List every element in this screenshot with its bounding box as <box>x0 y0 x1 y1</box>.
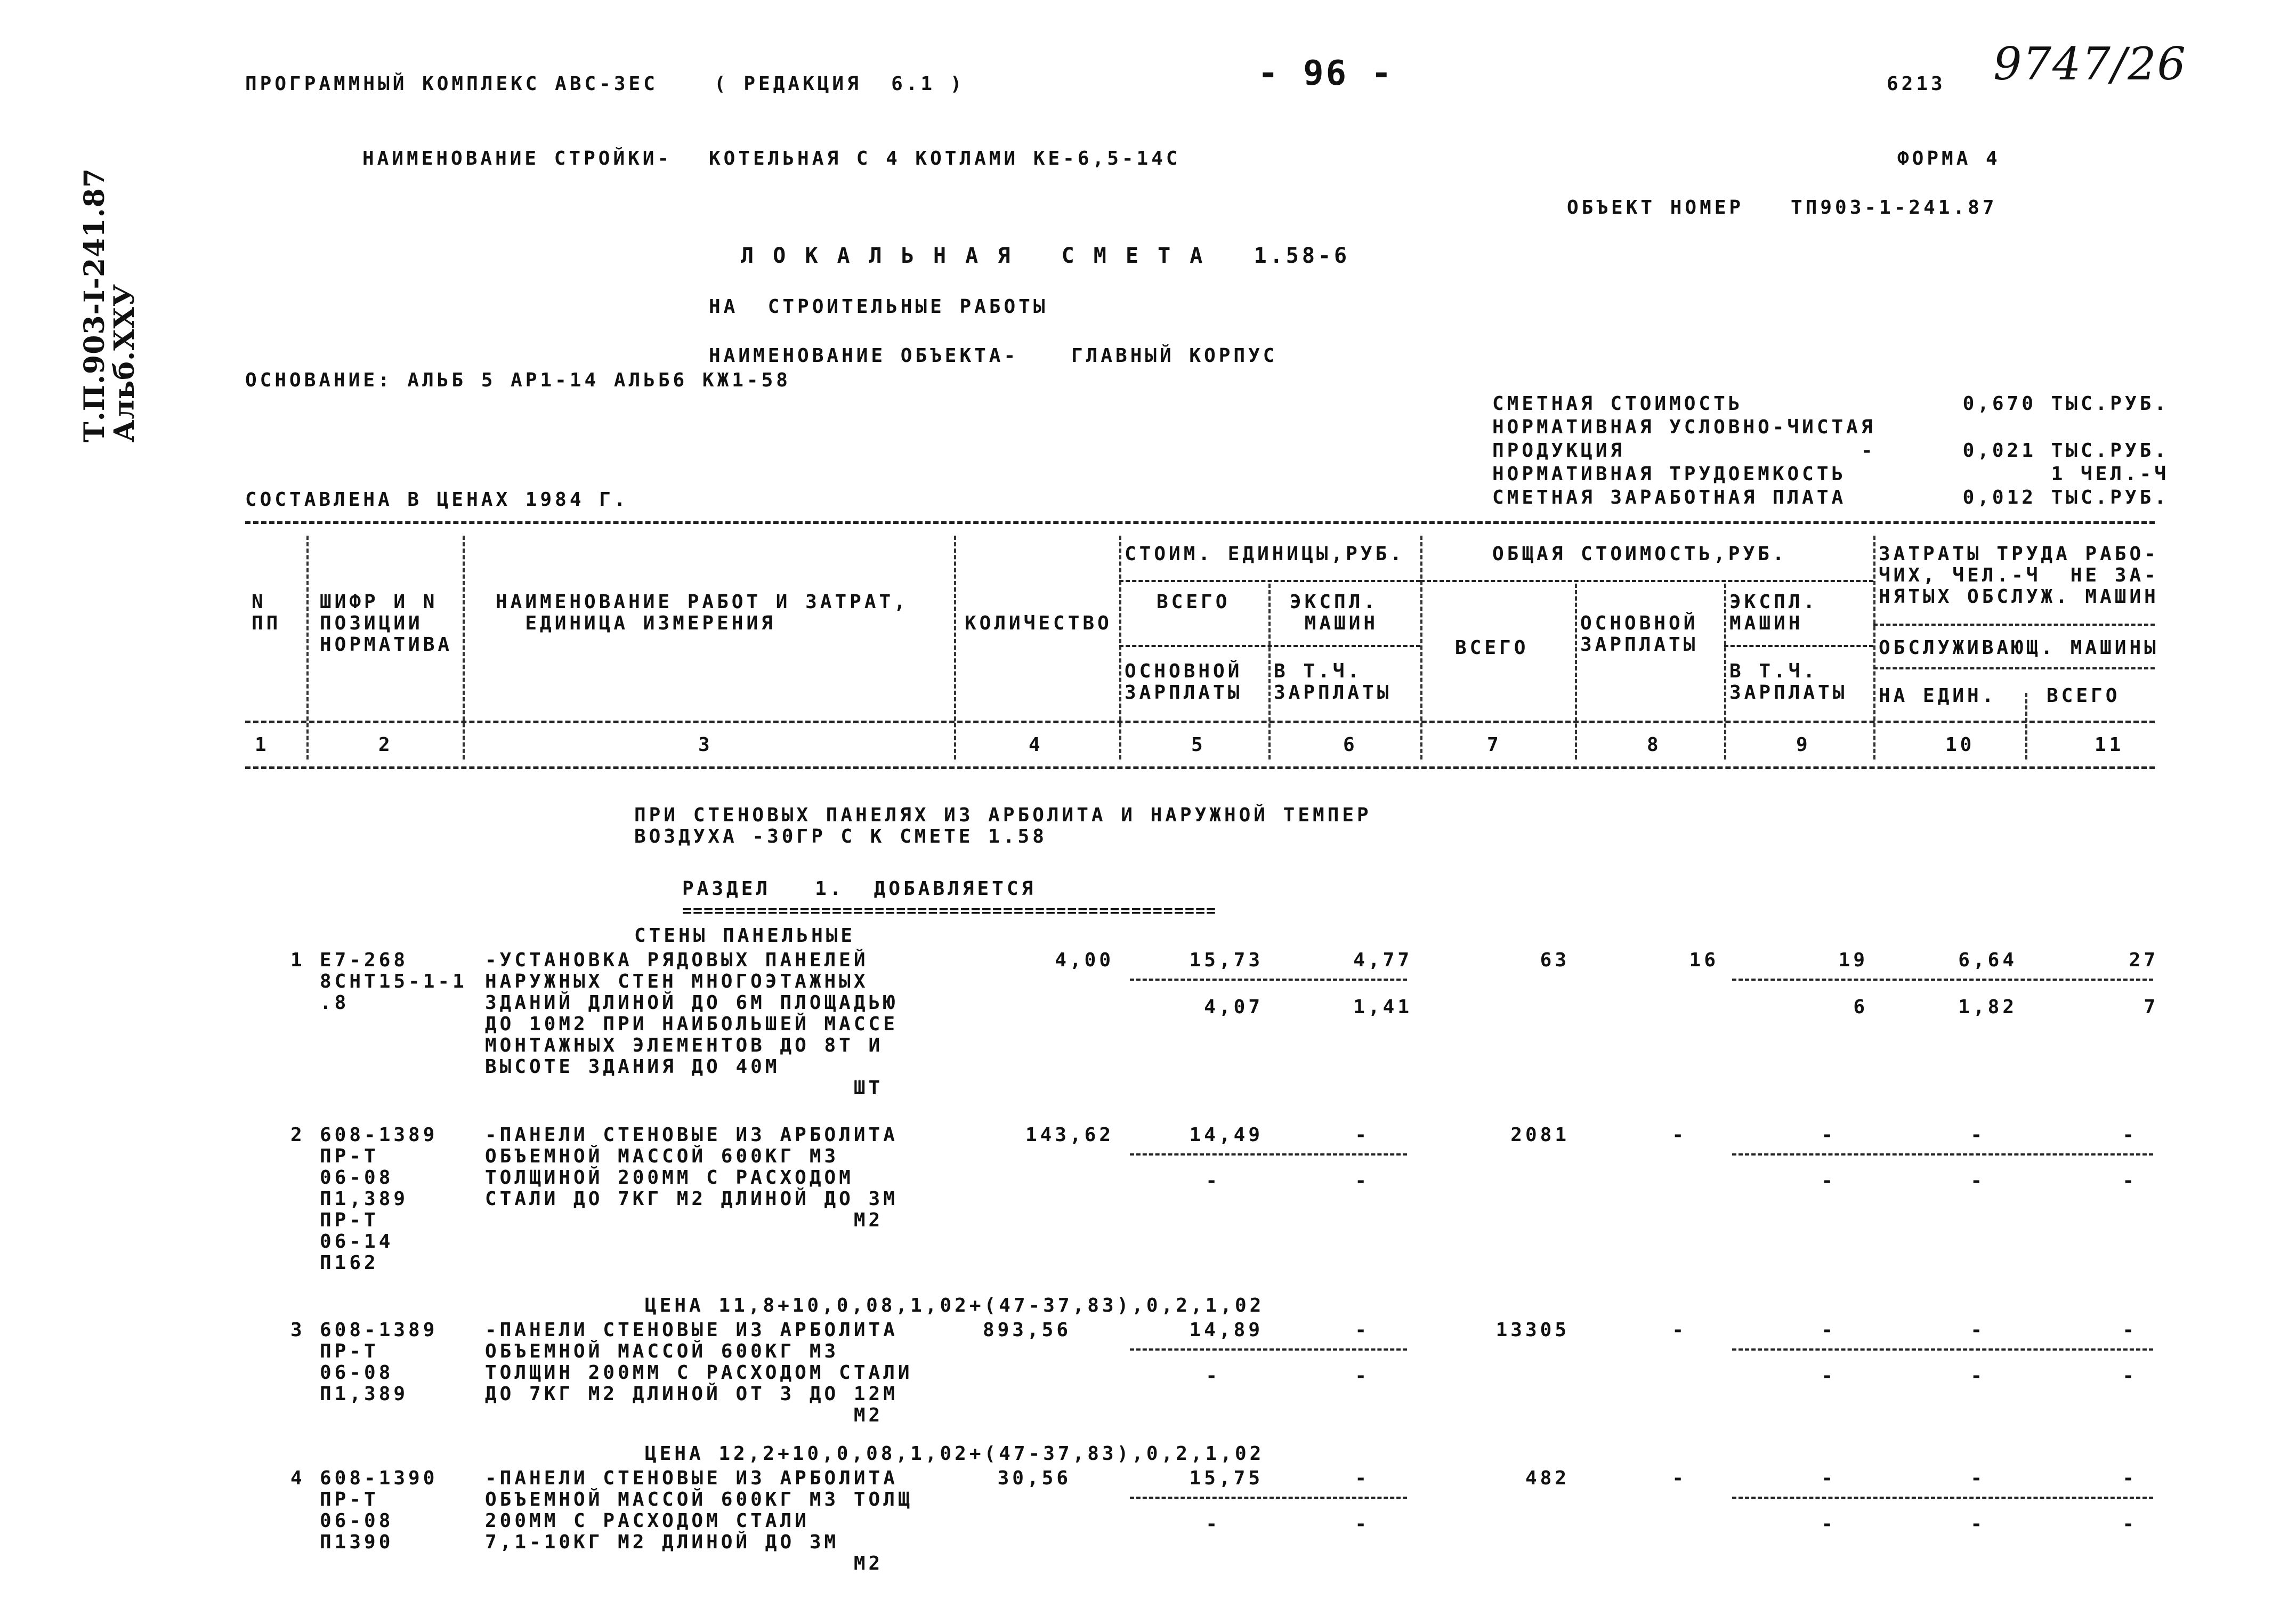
page-number: - 96 - <box>1258 54 1394 93</box>
col-sep <box>306 536 309 760</box>
object-name-label: НАИМЕНОВАНИЕ ОБЪЕКТА- <box>709 345 1019 367</box>
page-title: Л О К А Л Ь Н А Я С М Е Т А 1.58-6 <box>741 244 1351 268</box>
row-c11b: - <box>2122 1170 2137 1192</box>
col-sep <box>2025 693 2027 760</box>
col-num: 3 <box>698 734 713 756</box>
col-sep <box>1873 536 1875 760</box>
col-sep <box>1119 536 1121 760</box>
row-c9b: - <box>1821 1170 1836 1192</box>
row-number: 2 <box>290 1124 305 1146</box>
unit-cost-header: СТОИМ. ЕДИНИЦЫ,РУБ. <box>1125 543 1405 565</box>
col-sep <box>1724 584 1726 760</box>
col-num: 2 <box>378 734 393 756</box>
row-c6b: - <box>1355 1170 1370 1192</box>
col-num: 7 <box>1487 734 1502 756</box>
row-c7: 63 <box>1540 949 1570 971</box>
col-num: 6 <box>1343 734 1358 756</box>
row-c9a: 19 <box>1838 949 1868 971</box>
group-title: СТЕНЫ ПАНЕЛЬНЫЕ <box>634 925 856 947</box>
col-sep <box>954 536 956 760</box>
row-c5b: - <box>1206 1513 1220 1535</box>
object-label: ОБЪЕКТ НОМЕР <box>1567 197 1744 219</box>
col-num: 1 <box>255 734 270 756</box>
row-c11b: - <box>2122 1365 2137 1387</box>
row-c11b: 7 <box>2144 996 2158 1018</box>
col-sep <box>463 536 465 760</box>
row-c5a: 15,75 <box>1189 1467 1263 1489</box>
object-number: ТП903-1-241.87 <box>1791 197 1998 219</box>
col-num: 10 <box>1945 734 1975 756</box>
subrule <box>1873 624 2155 626</box>
summary-value-3: 0,021 ТЫС.РУБ. <box>1962 440 2169 462</box>
basis: ОСНОВАНИЕ: АЛЬБ 5 АР1-14 АЛЬБ6 КЖ1-58 <box>245 369 791 391</box>
cell-divider <box>1732 1153 2153 1156</box>
row-number: 4 <box>290 1467 305 1489</box>
summary-label-4: НОРМАТИВНАЯ ТРУДОЕМКОСТЬ <box>1492 463 1847 485</box>
labor-header: ЗАТРАТЫ ТРУДА РАБО- ЧИХ, ЧЕЛ.-Ч НЕ ЗА- НЯТЫХ ОБСЛУЖ. МАШИН <box>1879 543 2159 608</box>
col-num: 9 <box>1796 734 1811 756</box>
row-c7: 13305 <box>1495 1319 1570 1341</box>
row-c10a: 6,64 <box>1958 949 2017 971</box>
row-c5b: - <box>1206 1170 1220 1192</box>
row-c6a: - <box>1355 1319 1370 1341</box>
row-c5b: - <box>1206 1365 1220 1387</box>
col-6a-header: ЭКСПЛ. МАШИН <box>1290 591 1379 634</box>
row-c7: 482 <box>1525 1467 1570 1489</box>
row-name: -УСТАНОВКА РЯДОВЫХ ПАНЕЛЕЙ НАРУЖНЫХ СТЕН МНОГОЭТАЖНЫХ ЗДАНИЙ ДЛИНОЙ ДО 6М ПЛОЩАДЬЮ ДО 10М2 ПРИ НАИБОЛЬШЕЙ МАССЕ МОНТАЖНЫХ ЭЛЕМЕНТОВ ДО 8Т И ВЫСОТЕ ЗДАНИЯ ДО 40М ШТ <box>485 949 898 1099</box>
program-name: ПРОГРАММНЫЙ КОМПЛЕКС АВС-ЗЕС <box>245 73 658 95</box>
col-1-header: N ПП <box>252 591 281 634</box>
row-c6b: - <box>1355 1513 1370 1535</box>
row-code: 608-1389 ПР-Т 06-08 П1,389 ПР-Т 06-14 П162 <box>320 1124 438 1274</box>
subrule <box>1724 645 1873 647</box>
row-c5a: 14,49 <box>1189 1124 1263 1146</box>
summary-label-5: СМЕТНАЯ ЗАРАБОТНАЯ ПЛАТА <box>1492 487 1847 508</box>
row-qty: 4,00 <box>1055 949 1114 971</box>
form-label: ФОРМА 4 <box>1897 148 2001 169</box>
row-c10a: - <box>1970 1124 1985 1146</box>
summary-value-1: 0,670 ТЫС.РУБ. <box>1962 393 2169 415</box>
row-name: -ПАНЕЛИ СТЕНОВЫЕ ИЗ АРБОЛИТА ОБЪЕМНОЙ МАССОЙ 600КГ М3 ТОЛЩИНОЙ 200ММ С РАСХОДОМ СТАЛИ ДО 7КГ М2 ДЛИНОЙ ДО 3М М2 <box>485 1124 898 1231</box>
row-c11b: - <box>2122 1513 2137 1535</box>
cell-divider <box>1130 1348 1407 1351</box>
row-c10a: - <box>1970 1467 1985 1489</box>
row-c5a: 15,73 <box>1189 949 1263 971</box>
subrule <box>1873 667 2155 669</box>
side-stamp-line2: Альб.XXУ <box>108 284 141 442</box>
row-c11a: 27 <box>2129 949 2158 971</box>
cell-divider <box>1130 979 1407 981</box>
subrule <box>1119 645 1420 647</box>
row-c6a: - <box>1355 1124 1370 1146</box>
row-c8: - <box>1672 1124 1687 1146</box>
row-c9a: - <box>1821 1124 1836 1146</box>
page-subtitle: НА СТРОИТЕЛЬНЫЕ РАБОТЫ <box>709 296 1048 318</box>
rule-header-bottom <box>245 721 2155 723</box>
price-note: ЦЕНА 12,2+10,0,08,1,02+(47-37,83),0,2,1,02 <box>645 1443 1265 1465</box>
row-number: 1 <box>290 949 305 971</box>
object-name: ГЛАВНЫЙ КОРПУС <box>1071 345 1278 367</box>
col-5b-header: ОСНОВНОЙ ЗАРПЛАТЫ <box>1125 660 1243 704</box>
row-c6b: - <box>1355 1365 1370 1387</box>
row-c10b: - <box>1970 1170 1985 1192</box>
subrule <box>1420 580 1873 582</box>
row-name: -ПАНЕЛИ СТЕНОВЫЕ ИЗ АРБОЛИТА ОБЪЕМНОЙ МАССОЙ 600КГ М3 ТОЛЩ 200ММ С РАСХОДОМ СТАЛИ 7,1-10КГ М2 ДЛИНОЙ ДО 3М М2 <box>485 1467 913 1574</box>
side-stamp-line1: Т.П.903-I-241.87 <box>78 167 111 442</box>
row-c10b: - <box>1970 1513 1985 1535</box>
col-sep <box>1575 584 1577 760</box>
edition: ( РЕДАКЦИЯ 6.1 ) <box>714 73 965 95</box>
row-code: Е7-268 8СНТ15-1-1 .8 <box>320 949 467 1014</box>
col-2-header: ШИФР И N ПОЗИЦИИ НОРМАТИВА <box>320 591 453 656</box>
total-cost-header: ОБЩАЯ СТОИМОСТЬ,РУБ. <box>1492 543 1788 565</box>
row-qty: 143,62 <box>1025 1124 1114 1146</box>
section-title: РАЗДЕЛ 1. ДОБАВЛЯЕТСЯ <box>682 878 1037 900</box>
cell-divider <box>1732 979 2153 981</box>
subrule <box>1119 580 1420 582</box>
row-c8: - <box>1672 1467 1687 1489</box>
cell-divider <box>1130 1153 1407 1156</box>
col-3-header: НАИМЕНОВАНИЕ РАБОТ И ЗАТРАТ, ЕДИНИЦА ИЗМЕРЕНИЯ <box>496 591 909 634</box>
row-c5a: 14,89 <box>1189 1319 1263 1341</box>
row-c9b: 6 <box>1853 996 1868 1018</box>
row-c6b: 1,41 <box>1353 996 1412 1018</box>
section-rule: ================================================== <box>682 902 1217 920</box>
summary-label-3: ПРОДУКЦИЯ - <box>1492 440 1876 462</box>
row-c10a: - <box>1970 1319 1985 1341</box>
col-sep <box>1268 584 1271 760</box>
price-basis: СОСТАВЛЕНА В ЦЕНАХ 1984 Г. <box>245 489 629 511</box>
section-intro: ПРИ СТЕНОВЫХ ПАНЕЛЯХ ИЗ АРБОЛИТА И НАРУЖНОЙ ТЕМПЕР ВОЗДУХА -30ГР С К СМЕТЕ 1.58 <box>634 804 1372 847</box>
row-code: 608-1390 ПР-Т 06-08 П1390 <box>320 1467 438 1553</box>
row-c8: - <box>1672 1319 1687 1341</box>
row-c9b: - <box>1821 1365 1836 1387</box>
col-9b-header: В Т.Ч. ЗАРПЛАТЫ <box>1729 660 1848 704</box>
col-num: 4 <box>1029 734 1044 756</box>
cell-divider <box>1732 1497 2153 1499</box>
summary-label-1: СМЕТНАЯ СТОИМОСТЬ <box>1492 393 1743 415</box>
row-qty: 893,56 <box>982 1319 1071 1341</box>
col-num: 11 <box>2095 734 2124 756</box>
cell-divider <box>1130 1497 1407 1499</box>
summary-label-2: НОРМАТИВНАЯ УСЛОВНО-ЧИСТАЯ <box>1492 416 1876 438</box>
side-stamp <box>80 168 140 442</box>
row-c11a: - <box>2122 1467 2137 1489</box>
row-c11a: - <box>2122 1319 2137 1341</box>
col-num: 8 <box>1647 734 1662 756</box>
cell-divider <box>1732 1348 2153 1351</box>
row-c9a: - <box>1821 1467 1836 1489</box>
col-10-header: НА ЕДИН. <box>1879 685 1997 707</box>
row-c6a: 4,77 <box>1353 949 1412 971</box>
summary-value-4: 1 ЧЕЛ.-Ч <box>2051 463 2169 485</box>
construction-name: КОТЕЛЬНАЯ С 4 КОТЛАМИ КЕ-6,5-14С <box>709 148 1181 169</box>
row-c5b: 4,07 <box>1204 996 1263 1018</box>
row-number: 3 <box>290 1319 305 1341</box>
construction-label: НАИМЕНОВАНИЕ СТРОЙКИ- <box>362 148 673 169</box>
col-5a-header: ВСЕГО <box>1157 591 1231 613</box>
doc-code: 6213 <box>1887 73 1946 95</box>
col-8-header: ОСНОВНОЙ ЗАРПЛАТЫ <box>1580 612 1699 656</box>
row-c7: 2081 <box>1510 1124 1570 1146</box>
row-c9b: - <box>1821 1513 1836 1535</box>
row-c11a: - <box>2122 1124 2137 1146</box>
price-note: ЦЕНА 11,8+10,0,08,1,02+(47-37,83),0,2,1,02 <box>645 1295 1265 1316</box>
row-c6a: - <box>1355 1467 1370 1489</box>
rule-numbers-bottom <box>245 766 2155 769</box>
col-num: 5 <box>1191 734 1206 756</box>
col-9a-header: ЭКСПЛ. МАШИН <box>1729 591 1818 634</box>
labor-header-2: ОБСЛУЖИВАЮЩ. МАШИНЫ <box>1879 637 2159 659</box>
col-sep <box>1420 536 1422 760</box>
handwritten-number: 9747/26 <box>1993 38 2187 90</box>
row-c8: 16 <box>1689 949 1719 971</box>
col-4-header: КОЛИЧЕСТВО <box>965 612 1112 634</box>
col-6b-header: В Т.Ч. ЗАРПЛАТЫ <box>1274 660 1392 704</box>
row-c9a: - <box>1821 1319 1836 1341</box>
row-qty: 30,56 <box>997 1467 1071 1489</box>
summary-value-5: 0,012 ТЫС.РУБ. <box>1962 487 2169 508</box>
row-c10b: - <box>1970 1365 1985 1387</box>
col-7-header: ВСЕГО <box>1455 637 1529 659</box>
row-name: -ПАНЕЛИ СТЕНОВЫЕ ИЗ АРБОЛИТА ОБЪЕМНОЙ МАССОЙ 600КГ М3 ТОЛЩИН 200ММ С РАСХОДОМ СТАЛИ ДО 7КГ М2 ДЛИНОЙ ОТ 3 ДО 12М М2 <box>485 1319 913 1426</box>
rule-top <box>245 521 2155 524</box>
col-11-header: ВСЕГО <box>2047 685 2121 707</box>
row-code: 608-1389 ПР-Т 06-08 П1,389 <box>320 1319 438 1405</box>
row-c10b: 1,82 <box>1958 996 2017 1018</box>
